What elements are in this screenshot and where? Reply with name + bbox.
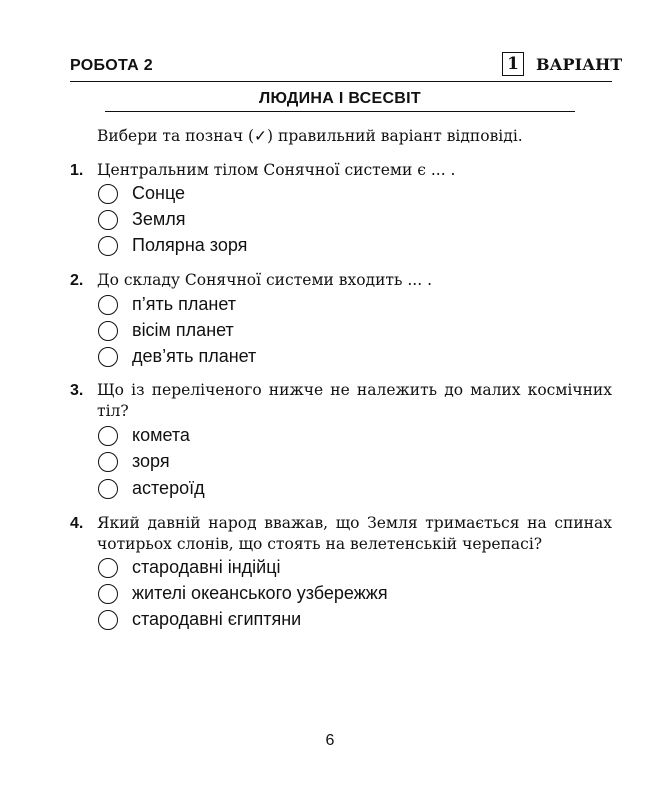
- instruction-text: Вибери та познач (✓) правильний варіант відповіді.: [97, 127, 523, 145]
- page-number: 6: [325, 732, 335, 749]
- radio-circle-icon[interactable]: [98, 184, 118, 204]
- question-number: 2.: [70, 272, 84, 289]
- answer-label: стародавні єгиптяни: [132, 609, 302, 629]
- question-text: Центральним тілом Сонячної системи є ... .: [97, 161, 456, 179]
- radio-circle-icon[interactable]: [98, 610, 118, 630]
- question-number: 4.: [70, 515, 84, 532]
- page-title: ЛЮДИНА І ВСЕСВІТ: [259, 90, 421, 107]
- radio-circle-icon[interactable]: [98, 347, 118, 367]
- variant-label: ВАРІАНТ: [536, 55, 623, 74]
- page-header: [70, 52, 623, 80]
- work-label: РОБОТА 2: [70, 57, 153, 74]
- answer-label: Сонце: [132, 183, 186, 203]
- radio-circle-icon[interactable]: [98, 321, 118, 341]
- answer-label: астероїд: [132, 478, 205, 498]
- radio-circle-icon[interactable]: [98, 236, 118, 256]
- question-number: 3.: [70, 382, 84, 399]
- radio-circle-icon[interactable]: [98, 584, 118, 604]
- radio-circle-icon[interactable]: [98, 210, 118, 230]
- question-text: До складу Сонячної системи входить ... .: [97, 271, 433, 289]
- radio-circle-icon[interactable]: [98, 426, 118, 446]
- header-divider: [70, 81, 612, 82]
- answer-label: п’ять планет: [132, 294, 236, 314]
- answer-label: зоря: [132, 451, 170, 471]
- answer-label: Земля: [132, 209, 186, 229]
- radio-circle-icon[interactable]: [98, 452, 118, 472]
- question-text: Який давній народ вважав, що Земля тримається на спинах чотирьох слонів, що стоять на велетенській черепасі?: [97, 514, 612, 553]
- answer-label: дев’ять планет: [132, 346, 257, 366]
- question-text: Що із переліченого нижче не належить до малих космічних тіл?: [97, 381, 612, 420]
- question-number: 1.: [70, 162, 84, 179]
- answer-label: Полярна зоря: [132, 235, 248, 255]
- answer-label: жителі океанського узбережжя: [132, 583, 388, 603]
- radio-circle-icon[interactable]: [98, 479, 118, 499]
- radio-circle-icon[interactable]: [98, 295, 118, 315]
- answer-label: стародавні індійці: [132, 557, 281, 577]
- radio-circle-icon[interactable]: [98, 558, 118, 578]
- answer-label: комета: [132, 425, 190, 445]
- answer-label: вісім планет: [132, 320, 234, 340]
- title-underline: [105, 111, 575, 112]
- variant-number-box: 1: [502, 52, 524, 76]
